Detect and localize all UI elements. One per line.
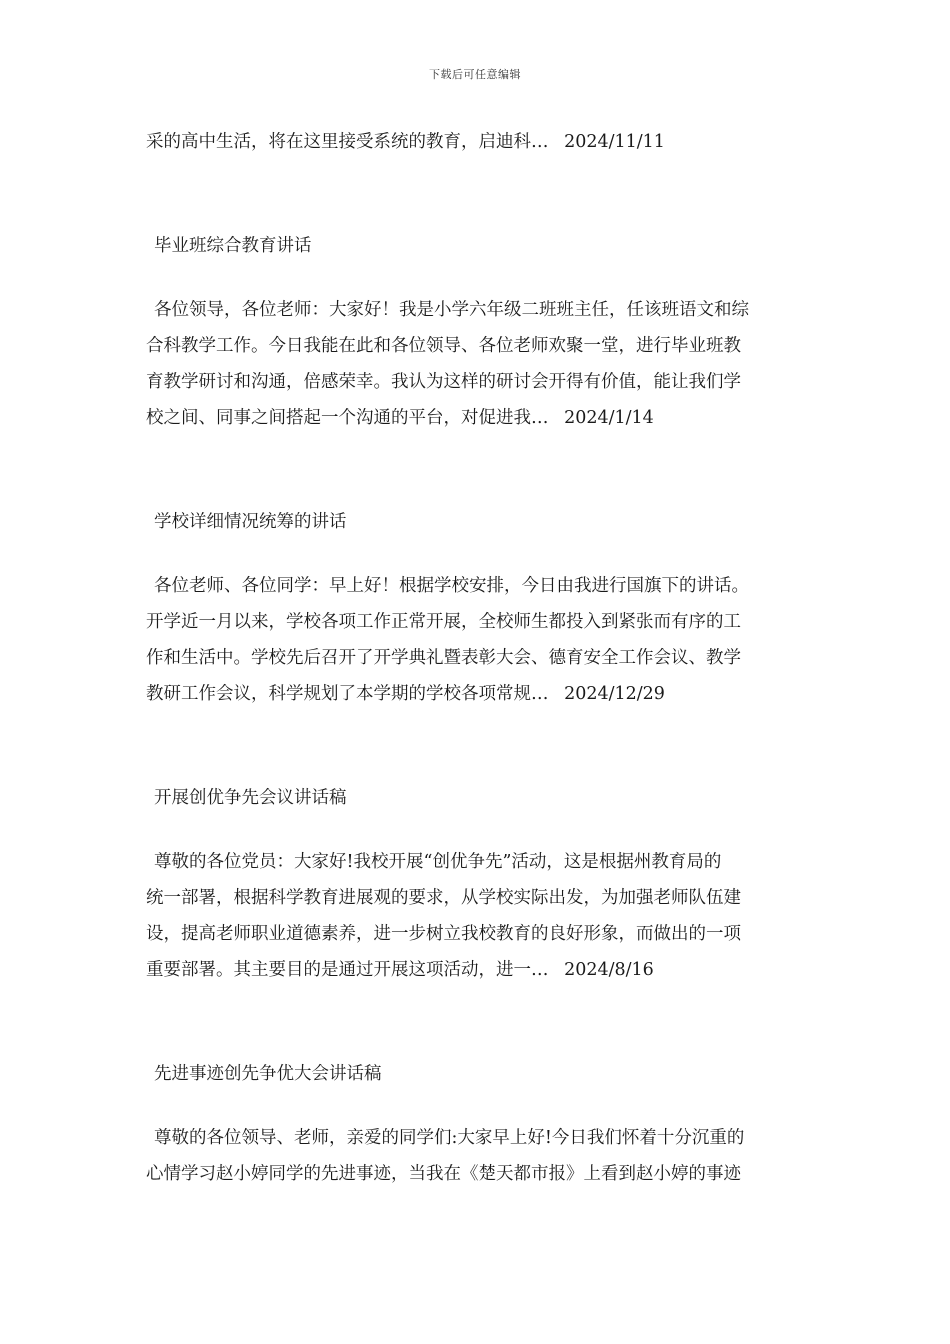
article-body bbox=[146, 1120, 810, 1192]
article-line-last bbox=[146, 400, 810, 436]
article-line-text: 教研工作会议，科学规划了本学期的学校各项常规… bbox=[146, 684, 549, 704]
intro-paragraph bbox=[146, 124, 810, 160]
spacer bbox=[146, 1092, 810, 1120]
article-line: 心情学习赵小婷同学的先进事迹，当我在《楚天都市报》上看到赵小婷的事迹 bbox=[146, 1164, 741, 1184]
article-body bbox=[146, 568, 810, 712]
article-title: 开展创优争先会议讲话稿 bbox=[154, 788, 347, 808]
article-title: 毕业班综合教育讲话 bbox=[154, 236, 312, 256]
article-line: 育教学研讨和沟通，倍感荣幸。我认为这样的研讨会开得有价值，能让我们学 bbox=[146, 372, 741, 392]
page-header: 下载后可任意编辑 bbox=[429, 68, 521, 81]
spacer bbox=[146, 816, 810, 844]
article-line: 各位领导，各位老师：大家好！我是小学六年级二班班主任，任该班语文和综 bbox=[154, 300, 749, 320]
article-line-last bbox=[146, 676, 810, 712]
article-line-text: 重要部署。其主要目的是通过开展这项活动，进一… bbox=[146, 960, 549, 980]
document-body bbox=[146, 124, 810, 1192]
article-line: 开学近一月以来，学校各项工作正常开展，全校师生都投入到紧张而有序的工 bbox=[146, 612, 741, 632]
article-body bbox=[146, 844, 810, 988]
article-title: 先进事迹创先争优大会讲话稿 bbox=[154, 1064, 382, 1084]
article-line: 尊敬的各位领导、老师，亲爱的同学们:大家早上好!今日我们怀着十分沉重的 bbox=[154, 1128, 745, 1148]
intro-date: 2024/11/11 bbox=[564, 132, 665, 152]
article-line: 合科教学工作。今日我能在此和各位领导、各位老师欢聚一堂，进行毕业班教 bbox=[146, 336, 741, 356]
article-line: 设，提高老师职业道德素养，进一步树立我校教育的良好形象，而做出的一项 bbox=[146, 924, 741, 944]
intro-text: 采的高中生活，将在这里接受系统的教育，启迪科… bbox=[146, 132, 549, 152]
spacer bbox=[146, 264, 810, 292]
article-line: 尊敬的各位党员：大家好!我校开展“创优争先”活动，这是根据州教育局的 bbox=[154, 852, 722, 872]
spacer bbox=[146, 436, 810, 504]
article-line-last bbox=[146, 952, 810, 988]
spacer bbox=[146, 712, 810, 780]
article-title: 学校详细情况统筹的讲话 bbox=[154, 512, 347, 532]
spacer bbox=[146, 540, 810, 568]
article-line-text: 校之间、同事之间搭起一个沟通的平台，对促进我… bbox=[146, 408, 549, 428]
article-date: 2024/8/16 bbox=[564, 960, 654, 980]
article-date: 2024/1/14 bbox=[564, 408, 654, 428]
spacer bbox=[146, 988, 810, 1056]
article-body bbox=[146, 292, 810, 436]
spacer bbox=[146, 160, 810, 228]
article-line: 统一部署，根据科学教育进展观的要求，从学校实际出发，为加强老师队伍建 bbox=[146, 888, 741, 908]
article-date: 2024/12/29 bbox=[564, 684, 665, 704]
article-line: 作和生活中。学校先后召开了开学典礼暨表彰大会、德育安全工作会议、教学 bbox=[146, 648, 741, 668]
article-line: 各位老师、各位同学：早上好！根据学校安排，今日由我进行国旗下的讲话。 bbox=[154, 576, 749, 596]
